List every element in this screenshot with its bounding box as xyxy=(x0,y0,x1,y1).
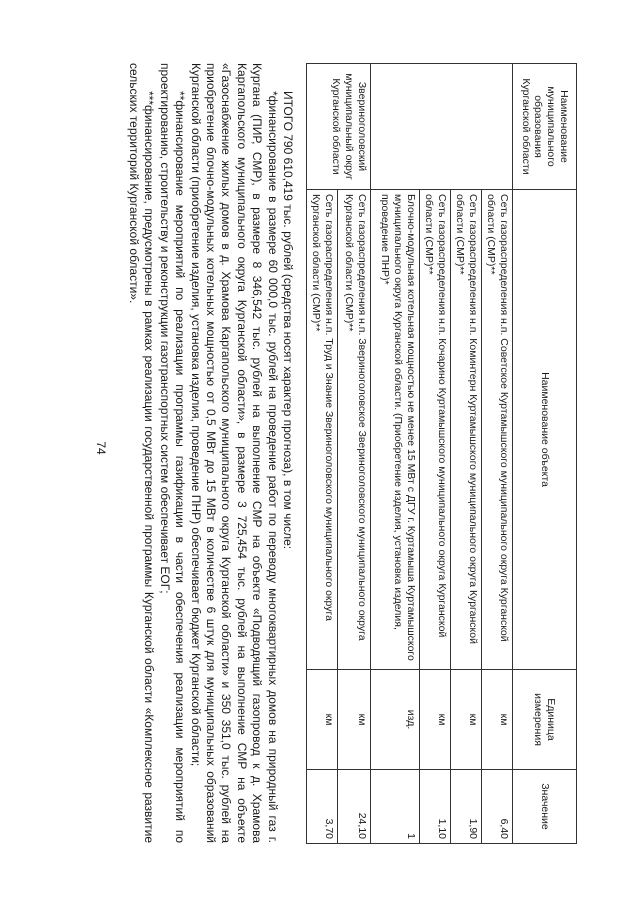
header-unit: Единица измерения xyxy=(513,670,577,770)
cell-object: Сеть газораспределения н.п. Труд и Знание Звериноголовского муниципального округа Курганской области (СМР)** xyxy=(307,190,338,670)
cell-unit: км xyxy=(451,670,482,770)
cell-value: 1,90 xyxy=(451,770,482,844)
objects-table xyxy=(306,63,577,844)
cell-unit: км xyxy=(420,670,451,770)
footnotes xyxy=(126,63,295,843)
cell-object: Сеть газораспределения н.п. Звериноголовское Звериноголовского муниципального округа Курганской области (СМР)** xyxy=(338,190,371,670)
cell-value: 24,10 xyxy=(338,770,371,844)
cell-value: 1 xyxy=(371,770,420,844)
footnote-single-star: *финансирование в размере 60 000,0 тыс. рублей на проведение работ по переводу многоквартирных домов на природный газ г. Кургана (ПИР, СМР), в размере 8 346,542 тыс. рублей на выполнение СМР на объекте «Подводящий газопровод к д. Храмова Каргапольского муниципального округа Курганской области», в размере 3 725,454 тыс. рублей на выполнение СМР на объекте «Газоснабжение жилых домов в д. Храмова Каргапольского муниципального округа Курганской области» и 350 351,0 тыс. рублей на приобретение блочно-модульных котельных мощностью от 0,5 МВт до 15 МВт в количестве 6 штук для муниципальных образований Курганской области (приобретение изделия, установка изделия, проведение ПНР) обеспечивает бюджет Курганской области; xyxy=(188,63,280,843)
cell-value: 6,40 xyxy=(482,770,513,844)
cell-municipality: Звериноголовский муниципальный округ Курганской области xyxy=(307,64,371,190)
cell-unit: км xyxy=(338,670,371,770)
cell-object: Сеть газораспределения н.п. Кочарино Куртамышского муниципального округа Курганской области (СМР)** xyxy=(420,190,451,670)
page-number: 74 xyxy=(94,441,108,455)
cell-municipality xyxy=(371,64,513,190)
cell-object: Блочно-модульная котельная мощностью не менее 15 МВт с ДГУ г. Куртамыша Куртамышского муниципального округа Курганской области. (Приобретение изделия, установка изделия, проведение ПНР)* xyxy=(371,190,420,670)
cell-unit: км xyxy=(307,670,338,770)
cell-value: 1,10 xyxy=(420,770,451,844)
header-value: Значение xyxy=(513,770,577,844)
rotated-page-content xyxy=(107,63,577,843)
cell-unit: изд. xyxy=(371,670,420,770)
cell-unit: км xyxy=(482,670,513,770)
cell-object: Сеть газораспределения н.п. Советское Куртамышского муниципального округа Курганской области (СМР)** xyxy=(482,190,513,670)
footnote-triple-star: ***финансирование, предусмотрены в рамках реализации государственной программы Курганской области «Комплексное развитие сельских территорий Курганской области». xyxy=(126,63,157,843)
header-municipality: Наименование муниципального образования Курганской области xyxy=(513,64,577,190)
header-object: Наименование объекта xyxy=(513,190,577,670)
cell-object: Сеть газораспределения н.п. Коминтерн Куртамышского муниципального округа Курганской области (СМР)** xyxy=(451,190,482,670)
cell-value: 3,70 xyxy=(307,770,338,844)
table-row xyxy=(482,64,513,844)
total-note: ИТОГО 790 610,419 тыс. рублей (средства носят характер прогноза), в том числе: xyxy=(281,91,295,550)
table-row xyxy=(338,64,371,844)
footnote-double-star: **финансирование мероприятий по реализации программы газификации в части обеспечения реализации мероприятий по проектированию, строительству и реконструкции газотранспортных систем обеспечивает ЕОГ; xyxy=(157,63,188,843)
table-header-row xyxy=(513,64,577,844)
